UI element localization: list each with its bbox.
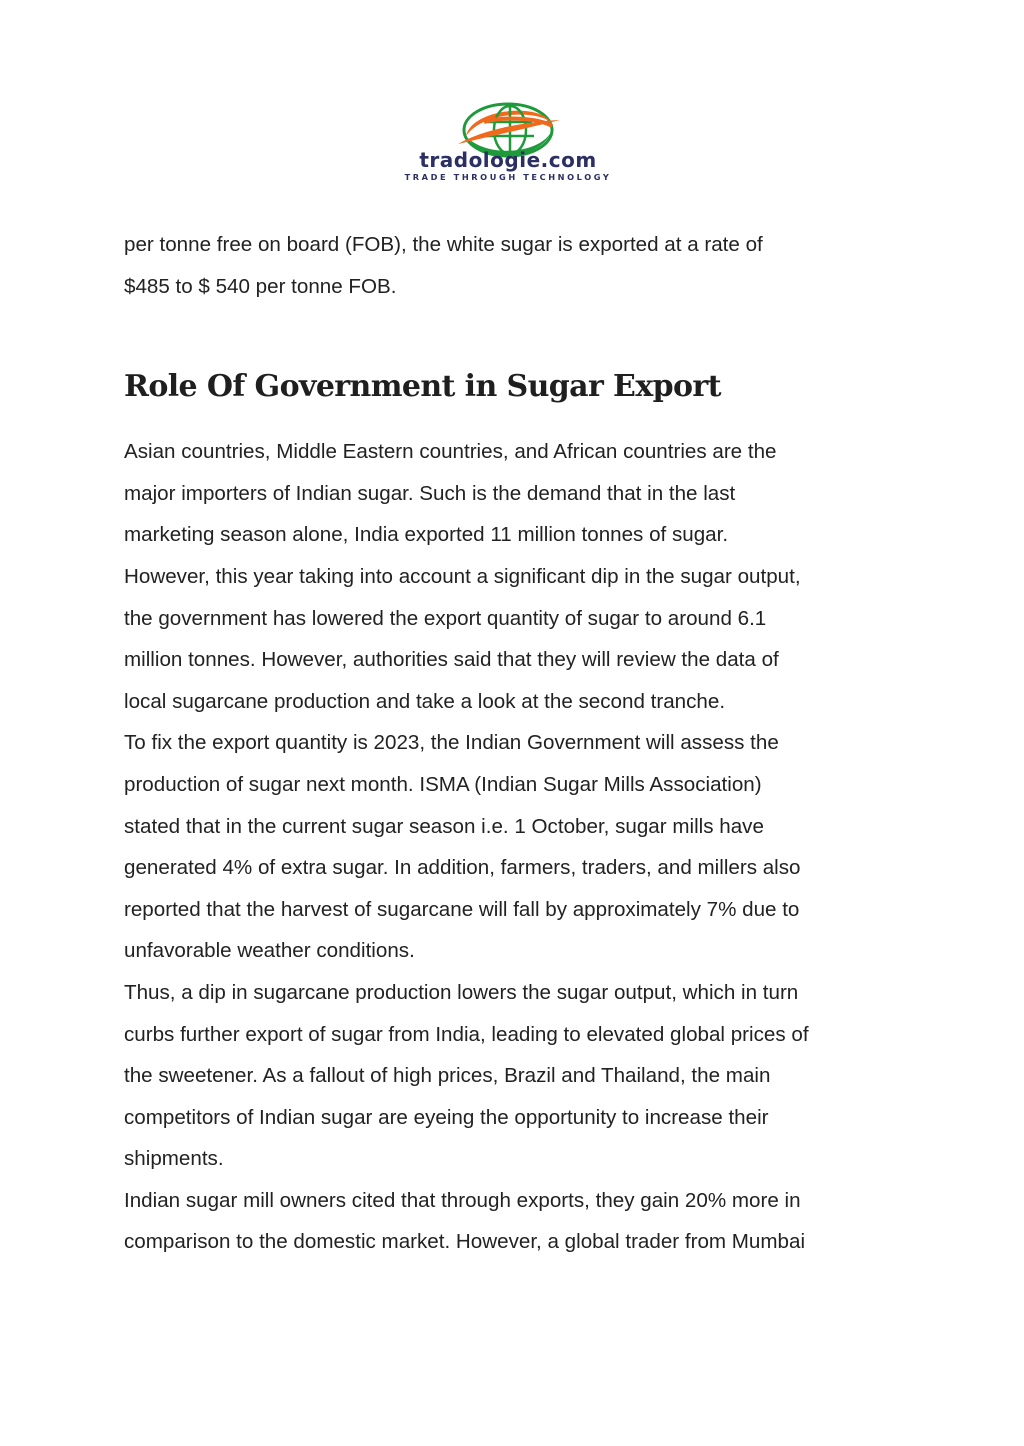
text-line: reported that the harvest of sugarcane will fall by approximately 7% due to <box>124 897 800 921</box>
text-line: marketing season alone, India exported 11 million tonnes of sugar. <box>124 523 729 547</box>
text-line: generated 4% of extra sugar. In addition, farmers, traders, and millers also <box>124 856 801 880</box>
text-line: comparison to the domestic market. However, a global trader from Mumbai <box>124 1230 806 1254</box>
text-line: Asian countries, Middle Eastern countries, and African countries are the <box>124 440 777 464</box>
text-line: shipments. <box>124 1147 224 1171</box>
text-line: the government has lowered the export quantity of sugar to around 6.1 <box>124 606 767 630</box>
text-line: major importers of Indian sugar. Such is the demand that in the last <box>124 481 736 505</box>
text-line: unfavorable weather conditions. <box>124 939 415 963</box>
text-line: per tonne free on board (FOB), the white sugar is exported at a rate of <box>124 233 763 256</box>
paragraph-global-prices <box>124 972 914 1180</box>
logo-brand-text: tradologie.com <box>419 148 597 172</box>
paragraph-export-quantity <box>124 722 914 972</box>
text-line: Thus, a dip in sugarcane production lowers the sugar output, which in turn <box>124 980 799 1004</box>
text-line: stated that in the current sugar season i.e. 1 October, sugar mills have <box>124 814 764 838</box>
text-line: $485 to $ 540 per tonne FOB. <box>124 274 397 298</box>
text-line: the sweetener. As a fallout of high prices, Brazil and Thailand, the main <box>124 1064 771 1088</box>
tradologie-logo <box>392 100 624 184</box>
text-line: Indian sugar mill owners cited that through exports, they gain 20% more in <box>124 1188 801 1212</box>
text-line: However, this year taking into account a significant dip in the sugar output, <box>124 564 801 588</box>
text-line: curbs further export of sugar from India, leading to elevated global prices of <box>124 1022 809 1046</box>
text-line: competitors of Indian sugar are eyeing the opportunity to increase their <box>124 1105 769 1129</box>
text-line: production of sugar next month. ISMA (Indian Sugar Mills Association) <box>124 772 762 796</box>
text-line: local sugarcane production and take a look at the second tranche. <box>124 689 726 713</box>
paragraph-mill-owners <box>124 1180 914 1263</box>
logo-tagline: TRADE THROUGH TECHNOLOGY <box>404 172 612 182</box>
paragraph-importers <box>124 431 914 722</box>
globe-logo-icon <box>392 100 624 184</box>
intro-paragraph <box>124 224 914 307</box>
text-line: million tonnes. However, authorities said that they will review the data of <box>124 648 779 672</box>
text-line: To fix the export quantity is 2023, the Indian Government will assess the <box>124 731 779 755</box>
section-heading: Role Of Government in Sugar Export <box>124 369 721 405</box>
article-body <box>124 224 914 1263</box>
